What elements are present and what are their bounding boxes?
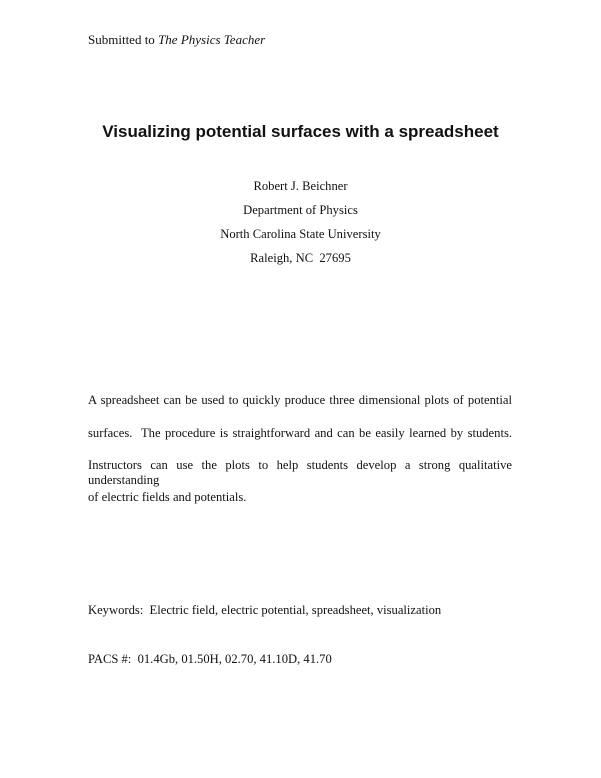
abstract-line: Instructors can use the plots to help students develop a strong qualitative understanding [88, 458, 516, 487]
keywords: Keywords: Electric field, electric potential, spreadsheet, visualization [88, 603, 442, 617]
abstract-line: surfaces. The procedure is straightforward and can be easily learned by students. [88, 426, 512, 440]
running-header [88, 32, 265, 48]
pacs-numbers: PACS #: 01.4Gb, 01.50H, 02.70, 41.10D, 41.70 [88, 652, 332, 666]
header-prefix: Submitted to [88, 32, 159, 47]
author-location: Raleigh, NC 27695 [250, 251, 351, 265]
journal-name: The Physics Teacher [158, 32, 266, 47]
abstract-line: A spreadsheet can be used to quickly produce three dimensional plots of potential [88, 393, 512, 407]
author-department: Department of Physics [243, 203, 358, 217]
abstract-line: of electric fields and potentials. [88, 490, 247, 504]
paper-title: Visualizing potential surfaces with a spreadsheet [102, 122, 499, 141]
author-name: Robert J. Beichner [253, 179, 348, 193]
author-university: North Carolina State University [220, 227, 381, 241]
